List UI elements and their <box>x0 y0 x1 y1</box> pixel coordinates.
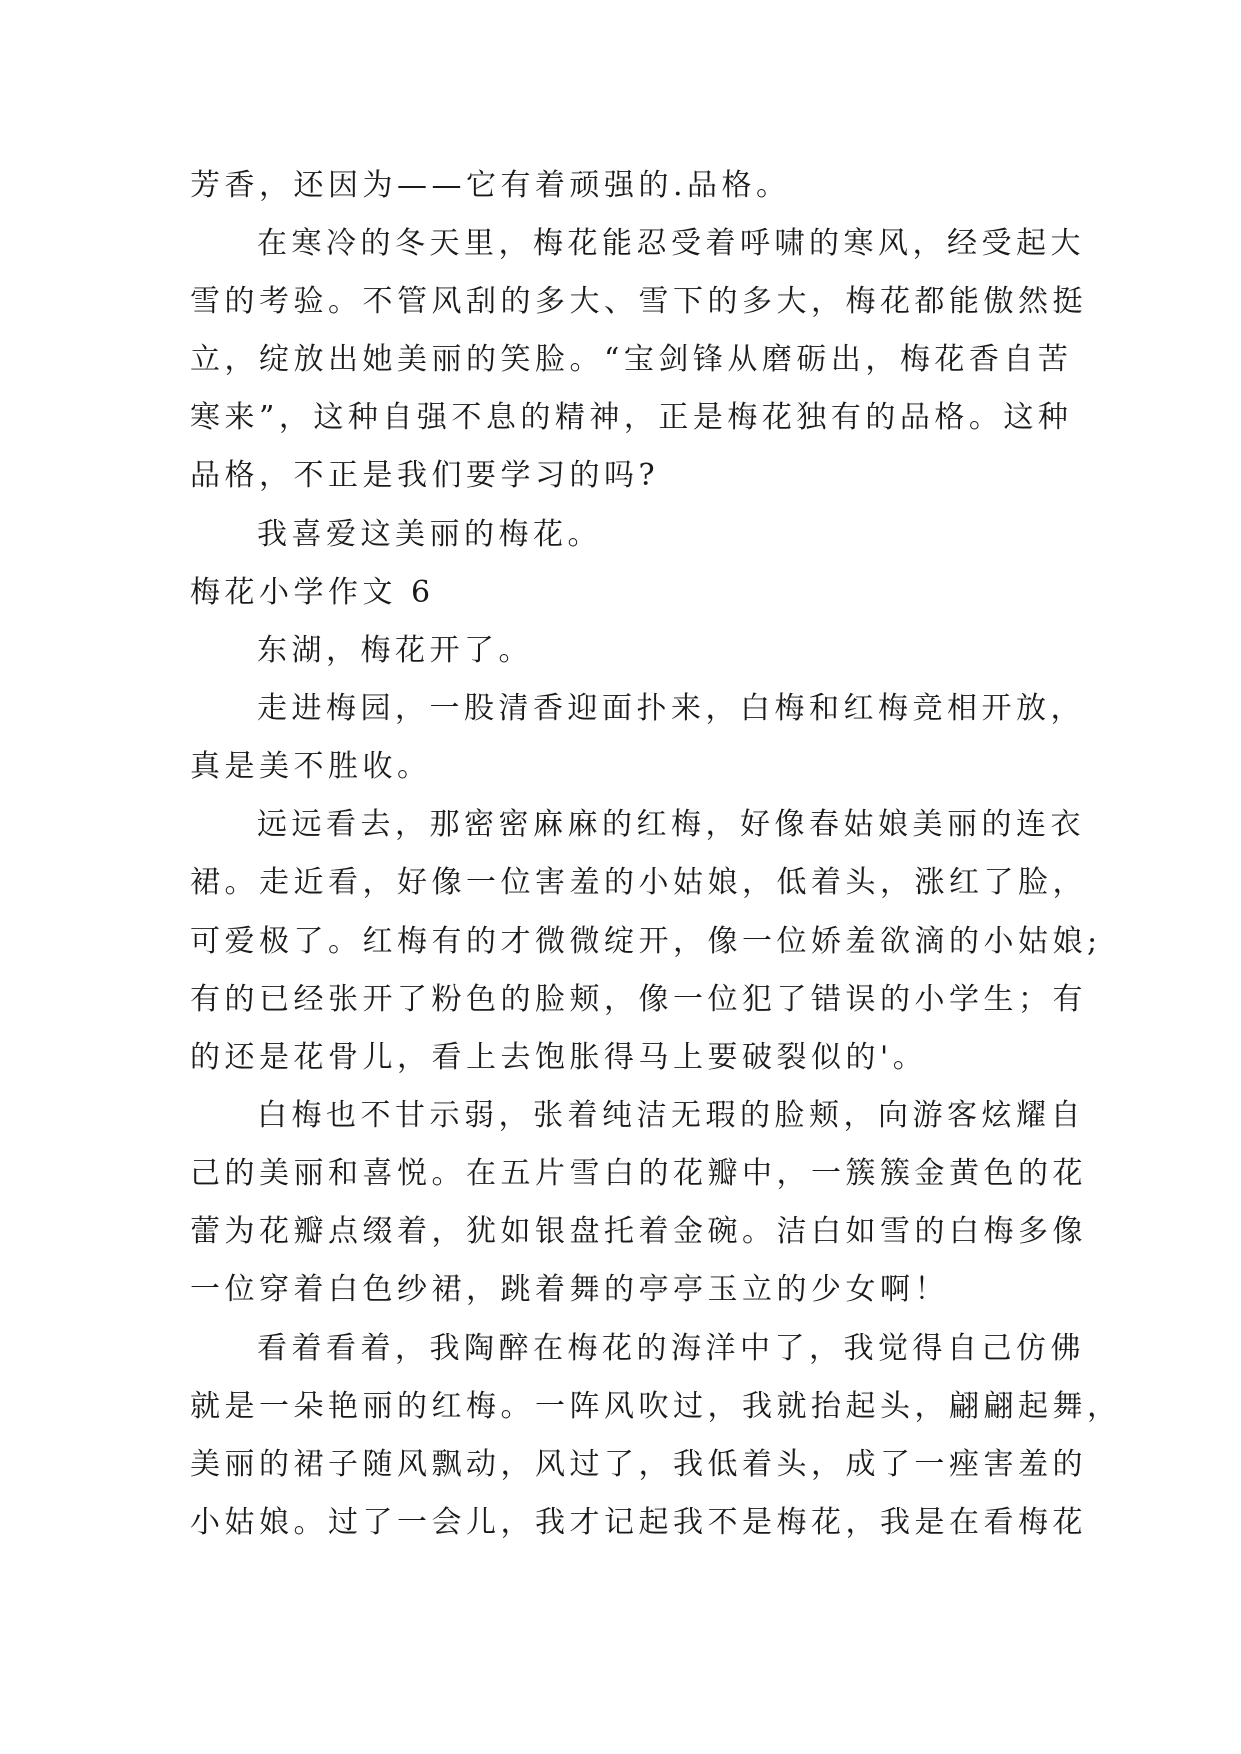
text-line: 雪的考验。不管风刮的多大、雪下的多大，梅花都能傲然挺 <box>190 284 1087 319</box>
text-line: 远远看去，那密密麻麻的红梅，好像春姑娘美丽的连衣 <box>257 807 1085 842</box>
text-line: 一位穿着白色纱裙，跳着舞的亭亭玉立的少女啊！ <box>190 1272 949 1307</box>
text-line: 寒来”，这种自强不息的精神，正是梅花独有的品格。这种 <box>190 400 1073 435</box>
text-line: 东湖，梅花开了。 <box>257 633 533 668</box>
text-line: 就是一朵艳丽的红梅。一阵风吹过，我就抬起头，翩翩起舞， <box>190 1389 1122 1424</box>
text-line: 小姑娘。过了一会儿，我才记起我不是梅花，我是在看梅花 <box>190 1505 1087 1540</box>
text-line: 有的已经张开了粉色的脸颊，像一位犯了错误的小学生；有 <box>190 982 1087 1017</box>
section-heading: 梅花小学作文 6 <box>190 575 435 610</box>
text-line: 在寒冷的冬天里，梅花能忍受着呼啸的寒风，经受起大 <box>257 226 1085 261</box>
text-line: 我喜爱这美丽的梅花。 <box>257 517 602 552</box>
text-line: 品格，不正是我们要学习的吗? <box>190 458 660 493</box>
text-line: 白梅也不甘示弱，张着纯洁无瑕的脸颊，向游客炫耀自 <box>257 1098 1085 1133</box>
text-line: 己的美丽和喜悦。在五片雪白的花瓣中，一簇簇金黄色的花 <box>190 1156 1087 1191</box>
text-line: 立，绽放出她美丽的笑脸。“宝剑锋从磨砺出，梅花香自苦 <box>190 342 1073 377</box>
text-line: 真是美不胜收。 <box>190 749 432 784</box>
text-line: 可爱极了。红梅有的才微微绽开，像一位娇羞欲滴的小姑娘; <box>190 924 1102 959</box>
text-line: 的还是花骨儿，看上去饱胀得马上要破裂似的'。 <box>190 1040 928 1075</box>
text-line: 裙。走近看，好像一位害羞的小姑娘，低着头，涨红了脸， <box>190 865 1087 900</box>
text-line: 看着看着，我陶醉在梅花的海洋中了，我觉得自己仿佛 <box>257 1331 1085 1366</box>
text-line: 走进梅园，一股清香迎面扑来，白梅和红梅竞相开放， <box>257 691 1085 726</box>
text-line: 芳香，还因为——它有着顽强的.品格。 <box>190 168 791 203</box>
text-line: 蕾为花瓣点缀着，犹如银盘托着金碗。洁白如雪的白梅多像 <box>190 1214 1087 1249</box>
text-line: 美丽的裙子随风飘动，风过了，我低着头，成了一痤害羞的 <box>190 1447 1087 1482</box>
